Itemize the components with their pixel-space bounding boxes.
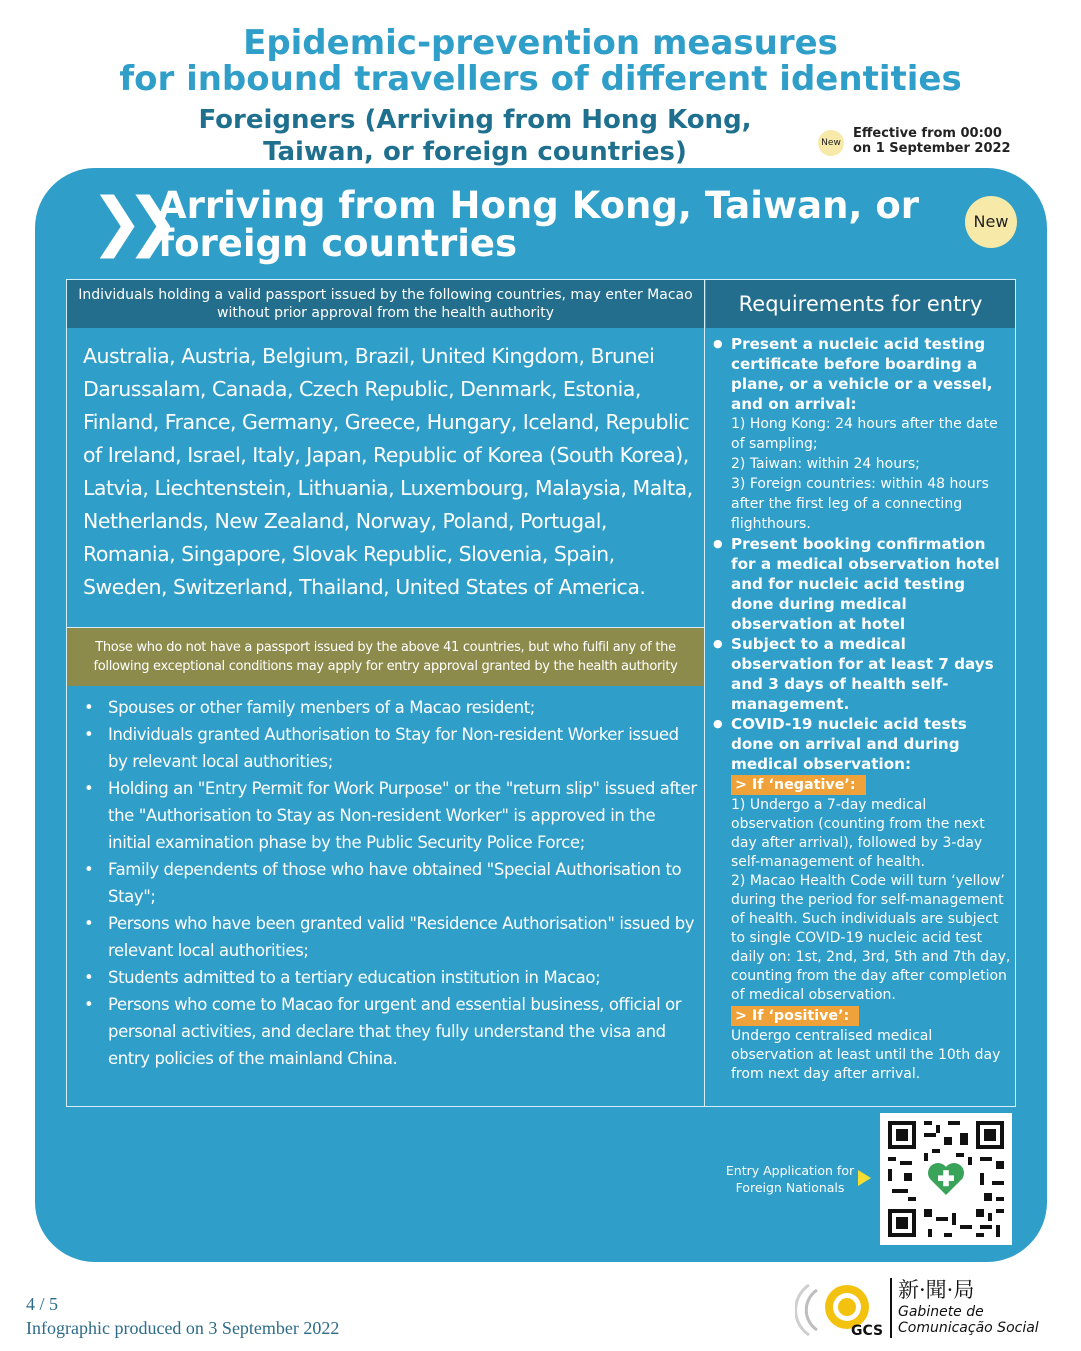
requirement-item — [713, 714, 1011, 774]
negative-detail-2: 2) Macao Health Code will turn ‘yellow’ during the period for self-management of health. Such individuals are subject to single COVID-19 nucleic acid test daily on: 1st, 2nd, 3rd, 5th and 7th day, counting from the day after completion of medical observation. — [731, 873, 1011, 1003]
requirement-heading: ● Subject to a medical observation for at least 7 days and 3 days of health self-management. — [731, 635, 994, 713]
qr-code-icon — [880, 1113, 1012, 1245]
org-name-portuguese — [898, 1304, 1039, 1336]
list-item: • Family dependents of those who have obtained "Special Authorisation to Stay"; — [82, 856, 697, 910]
main-title-line2: for inbound travellers of different identities — [119, 59, 962, 99]
effective-date — [853, 126, 1011, 156]
requirements-header: Requirements for entry — [706, 280, 1015, 328]
double-chevron-icon: ❯❯ — [90, 185, 162, 259]
countries-list: Australia, Austria, Belgium, Brazil, United Kingdom, Brunei Darussalam, Canada, Czech Republic, Denmark, Estonia, Finland, France, Germany, Greece, Hungary, Iceland, Republic of Ireland, Israel, Italy, Japan, Republic of Korea (South Korea), Latvia, Liechtenstein, Lithuania, Luxembourg, Malaysia, Malta, Netherlands, New Zealand, Norway, Poland, Portugal, Romania, Singapore, Slovak Republic, Slovenia, Spain, Sweden, Switzerland, Thailand, United States of America. — [83, 344, 693, 599]
qr-code[interactable] — [880, 1113, 1012, 1245]
requirement-heading: ● Present booking confirmation for a medical observation hotel and for nucleic acid testing done during medical observation at hotel — [731, 535, 1000, 633]
footer-info — [26, 1292, 339, 1340]
subtitle-line1: Foreigners (Arriving from Hong Kong, — [198, 105, 752, 135]
list-item: • Persons who come to Macao for urgent and essential business, official or personal activities, and declare that they fully understand the visa and entry policies of the mainland China. — [82, 991, 697, 1072]
requirement-item — [713, 334, 1011, 534]
exception-header: Those who do not have a passport issued by the above 41 countries, but who fulfil any of the following exceptional conditions may apply for entry approval granted by the health authority — [67, 628, 704, 686]
new-badge-large: New — [965, 196, 1017, 248]
org-name-pt-line1: Gabinete de — [898, 1304, 984, 1320]
org-name-chinese: 新·聞·局 — [898, 1278, 975, 1302]
requirement-heading: ● COVID-19 nucleic acid tests done on arrival and during medical observation: — [731, 715, 967, 773]
main-title-line1: Epidemic-prevention measures — [243, 23, 838, 63]
requirement-detail: 1) Hong Kong: 24 hours after the date of sampling; — [731, 416, 998, 452]
requirement-item — [713, 634, 1011, 714]
subtitle — [150, 104, 800, 168]
page-number: 4 / 5 — [26, 1294, 59, 1314]
requirement-detail: 3) Foreign countries: within 48 hours after the first leg of a connecting flighthours. — [731, 476, 989, 532]
logo-divider — [890, 1278, 892, 1338]
requirements-list — [713, 334, 1011, 1084]
produced-date: Infographic produced on 3 September 2022 — [26, 1318, 340, 1338]
list-item: • Persons who have been granted valid "Residence Authorisation" issued by relevant local authorities; — [82, 910, 697, 964]
passport-header: Individuals holding a valid passport issued by the following countries, may enter Macao without prior approval from the health authority — [67, 280, 704, 328]
conditions-list — [82, 694, 697, 1072]
effective-line2: on 1 September 2022 — [853, 141, 1011, 156]
list-item: • Individuals granted Authorisation to Stay for Non-resident Worker issued by relevant local authorities; — [82, 721, 697, 775]
negative-detail-1: 1) Undergo a 7-day medical observation (counting from the next day after arrival), followed by 3-day self-management of health. — [731, 797, 985, 870]
panel-title: Arriving from Hong Kong, Taiwan, or foreign countries — [158, 184, 920, 265]
list-item: • Spouses or other family menbers of a Macao resident; — [82, 694, 697, 721]
requirement-detail: 2) Taiwan: within 24 hours; — [731, 456, 920, 472]
qr-label: Entry Application for Foreign Nationals — [725, 1163, 855, 1195]
requirement-item — [713, 534, 1011, 634]
list-item: • Holding an "Entry Permit for Work Purpose" or the "return slip" issued after the "Authorisation to Stay as Non-resident Worker" is approved in the initial examination phase by the Public Security Police Force; — [82, 775, 697, 856]
effective-line1: Effective from 00:00 — [853, 126, 1002, 141]
positive-detail: Undergo centralised medical observation at least until the 10th day from next day after arrival. — [731, 1028, 1001, 1082]
subtitle-line2: Taiwan, or foreign countries) — [263, 137, 687, 167]
logo-letters: GCS — [851, 1323, 884, 1339]
negative-tag: > If ‘negative’: — [731, 775, 866, 795]
list-item: • Students admitted to a tertiary education institution in Macao; — [82, 964, 697, 991]
gcs-logo — [795, 1275, 885, 1345]
positive-tag: > If ‘positive’: — [731, 1006, 859, 1026]
org-name-pt-line2: Comunicação Social — [898, 1320, 1039, 1336]
arrow-right-icon — [858, 1170, 871, 1186]
new-badge-small: New — [818, 130, 844, 156]
requirement-heading: ● Present a nucleic acid testing certificate before boarding a plane, or a vehicle or a vessel, and on arrival: — [731, 335, 993, 413]
